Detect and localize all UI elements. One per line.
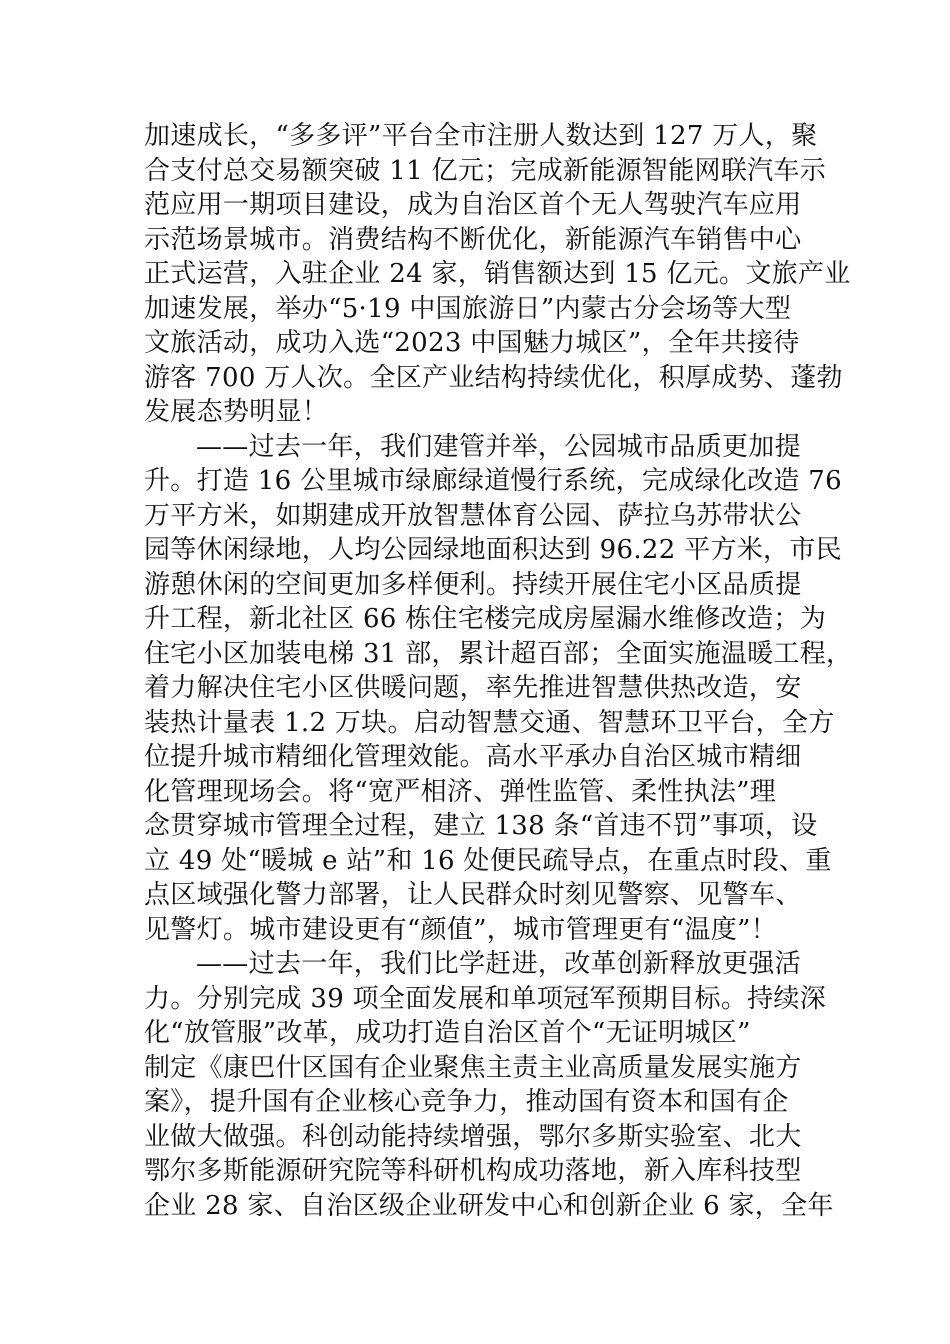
text-line: 念贯穿城市管理全过程，建立 138 条“首违不罚”事项，设: [144, 811, 818, 841]
text-line: 位提升城市精细化管理效能。高水平承办自治区城市精细: [144, 742, 802, 772]
text-line: 加速发展，举办“5·19 中国旅游日”内蒙古分会场等大型: [144, 293, 792, 324]
text-line: 业做大做强。科创动能持续增强，鄂尔多斯实验室、北大: [144, 1121, 802, 1152]
text-line: ——过去一年，我们比学赶进，改革创新释放更强活: [196, 949, 801, 979]
paragraph-reform-innovation: [144, 947, 834, 1223]
text-line: 点区域强化警力部署，让人民群众时刻见警察、见警车、: [144, 880, 802, 910]
text-line: 升。打造 16 公里城市绿廊绿道慢行系统，完成绿化改造 76: [144, 466, 842, 496]
text-line: 制定《康巴什区国有企业聚焦主责主业高质量发展实施方: [144, 1052, 802, 1083]
text-line: 正式运营，入驻企业 24 家，销售额达到 15 亿元。文旅产业: [144, 259, 851, 289]
text-line: 发展态势明显！: [144, 397, 329, 427]
text-line: 立 49 处“暖城 e 站”和 16 处便民疏导点，在重点时段、重: [144, 845, 832, 876]
text-line: 合支付总交易额突破 11 亿元；完成新能源智能网联汽车示: [144, 155, 827, 186]
text-line: 企业 28 家、自治区级企业研发中心和创新企业 6 家，全年: [144, 1190, 834, 1221]
text-line: 见警灯。城市建设更有“颜值”，城市管理更有“温度”！: [144, 914, 777, 945]
text-line: 化管理现场会。将“宽严相济、弹性监管、柔性执法”理: [144, 776, 777, 807]
text-line: 装热计量表 1.2 万块。启动智慧交通、智慧环卫平台，全方: [144, 707, 835, 738]
text-line: 文旅活动，成功入选“2023 中国魅力城区”，全年共接待: [144, 328, 800, 358]
text-line: ——过去一年，我们建管并举，公园城市品质更加提: [196, 431, 801, 462]
text-line: 园等休闲绿地，人均公园绿地面积达到 96.22 平方米，市民: [144, 535, 842, 565]
text-line: 住宅小区加装电梯 31 部，累计超百部；全面实施温暖工程，: [144, 638, 853, 669]
text-line: 游客 700 万人次。全区产业结构持续优化，积厚成势、蓬勃: [144, 362, 843, 393]
text-line: 着力解决住宅小区供暖问题，率先推进智慧供热改造，安: [144, 673, 802, 703]
text-line: 鄂尔多斯能源研究院等科研机构成功落地，新入库科技型: [144, 1156, 802, 1186]
text-line: 游憩休闲的空间更加多样便利。持续开展住宅小区品质提: [144, 569, 802, 600]
text-line: 示范场景城市。消费结构不断优化，新能源汽车销售中心: [144, 224, 802, 255]
text-line: 加速成长，“多多评”平台全市注册人数达到 127 万人，聚: [144, 121, 818, 151]
document-page: [144, 119, 853, 1223]
text-line: 力。分别完成 39 项全面发展和单项冠军预期目标。持续深: [144, 983, 827, 1014]
text-line: 万平方米，如期建成开放智慧体育公园、萨拉乌苏带状公: [144, 500, 802, 531]
paragraph-park-city: [144, 430, 853, 948]
text-line: 案》，提升国有企业核心竞争力，推动国有资本和国有企: [144, 1087, 789, 1117]
paragraph-consumption-tourism: [144, 119, 851, 430]
text-line: 升工程，新北社区 66 栋住宅楼完成房屋漏水维修改造；为: [144, 604, 827, 634]
text-line: 范应用一期项目建设，成为自治区首个无人驾驶汽车应用: [144, 190, 802, 220]
text-line: 化“放管服”改革，成功打造自治区首个“无证明城区”: [144, 1018, 751, 1048]
